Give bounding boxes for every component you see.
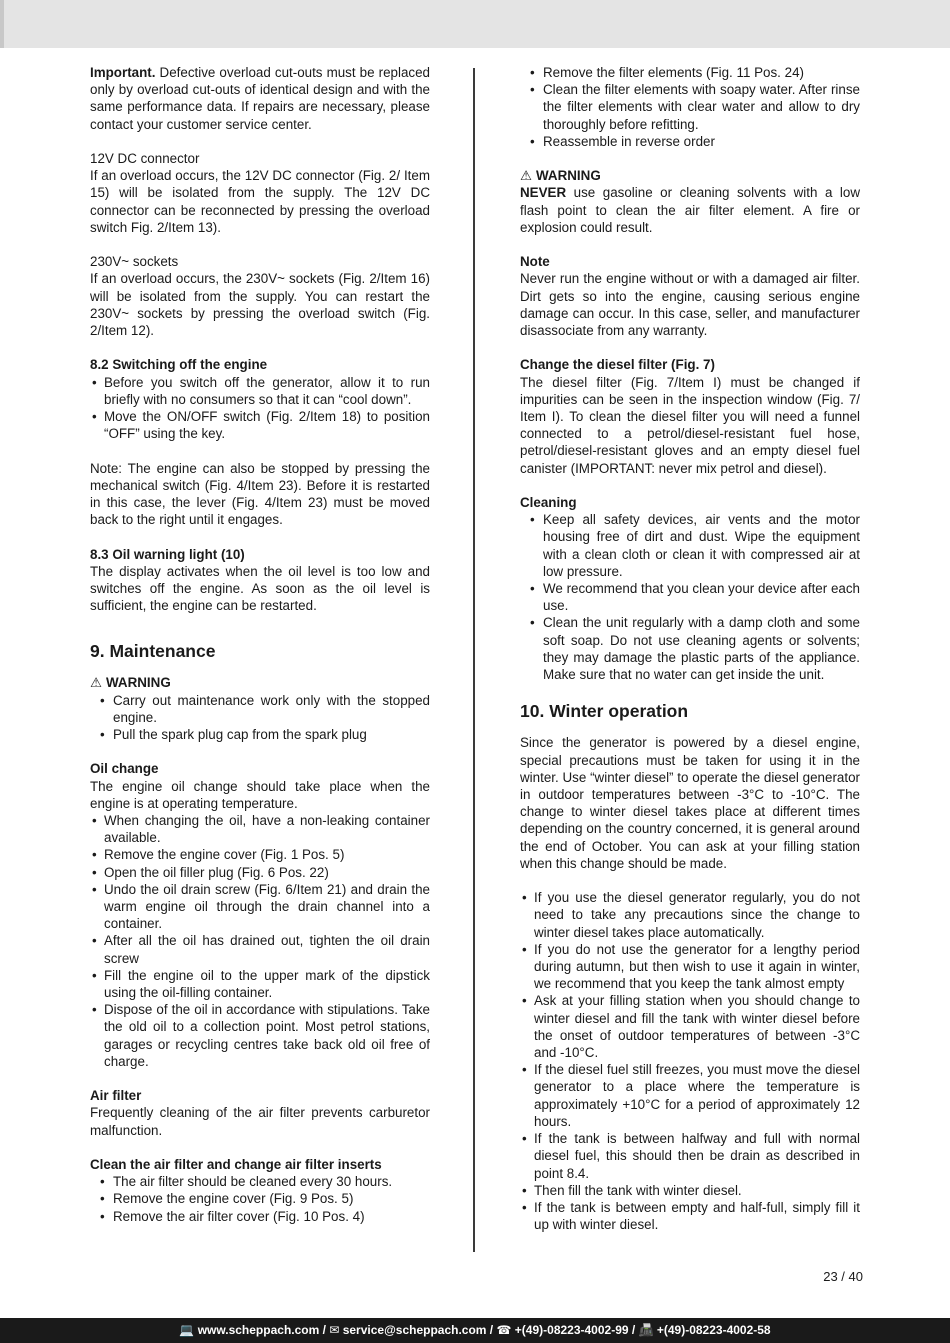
list-item: • When changing the oil, have a non-leaking container available. (90, 812, 430, 846)
note-heading: Note (520, 254, 550, 270)
warning-label: WARNING (536, 168, 601, 184)
list-item: • If you use the diesel generator regularly, you do not need to take any precautions since the change to winter diesel takes place automatically. (520, 889, 860, 941)
winter-operation-list (520, 889, 860, 1233)
section-10-heading: 10. Winter operation (520, 701, 689, 722)
warning-triangle-icon: ⚠ (520, 168, 533, 184)
list-item: • If the tank is between empty and half-full, simply fill it up with winter diesel. (520, 1199, 860, 1233)
oil-warning-text: The display activates when the oil level is too low and switches off the engine. As soon as the oil level is sufficient, the engine can be restarted. (90, 563, 430, 614)
never-label: NEVER (520, 185, 567, 201)
list-item: • Remove the engine cover (Fig. 9 Pos. 5) (90, 1190, 430, 1207)
section-8-2-heading: 8.2 Switching off the engine (90, 357, 268, 373)
warning-text: use gasoline or cleaning solvents with a low flash point to clean the air filter element. A fire or explosion could result. (520, 185, 860, 235)
important-paragraph (90, 64, 430, 133)
dc-connector-text: If an overload occurs, the 12V DC connector (Fig. 2/ Item 15) will be isolated from the supply. The 12V DC connector can be reconnected by pressing the overload switch Fig. 2/Item 13). (90, 168, 430, 235)
footer-fax: +(49)-08223-4002-58 (656, 1323, 771, 1337)
list-item: • Remove the air filter cover (Fig. 10 Pos. 4) (90, 1208, 430, 1225)
list-item: • Pull the spark plug cap from the spark plug (90, 726, 430, 743)
list-item: • After all the oil has drained out, tighten the oil drain screw (90, 932, 430, 966)
clean-air-filter-list (90, 1173, 430, 1225)
list-item: • Then fill the tank with winter diesel. (520, 1182, 860, 1199)
section-8-3-heading: 8.3 Oil warning light (10) (90, 546, 245, 562)
ac-sockets-title: 230V~ sockets (90, 254, 179, 270)
list-item: • Dispose of the oil in accordance with stipulations. Take the old oil to a collection point. Most petrol stations, garages or recycling centres take back old oil free of charge. (90, 1001, 430, 1070)
list-item: • If the diesel fuel still freezes, you must move the diesel generator to a place where the temperature is approximately +10°C for a period of approximately 12 hours. (520, 1061, 860, 1130)
footer-phone: +(49)-08223-4002-99 / (514, 1323, 636, 1337)
note-text: Never run the engine without or with a damaged air filter. Dirt gets so into the engine, causing serious engine damage can occur. In this case, seller, and manufacturer disassociate from any warranty. (520, 271, 860, 339)
list-item: • The air filter should be cleaned every 30 hours. (90, 1173, 430, 1190)
list-item: • Move the ON/OFF switch (Fig. 2/Item 18) to position “OFF” using the key. (90, 408, 430, 442)
air-filter-heading: Air filter (90, 1088, 142, 1104)
cleaning-heading: Cleaning (520, 495, 577, 511)
list-item: • Ask at your filling station when you should change to winter diesel and fill the tank with winter diesel before the onset of outdoor temperatures of between -3°C and -10°C. (520, 992, 860, 1061)
right-column (520, 64, 860, 1233)
oil-change-text: The engine oil change should take place when the engine is at operating temperature. (90, 778, 430, 811)
left-column (90, 64, 430, 1225)
list-item: • Clean the filter elements with soapy water. After rinse the filter elements with clear water and allow to dry thoroughly before refitting. (520, 81, 860, 133)
footer-bar (0, 1318, 950, 1343)
fax-icon: 📠 (638, 1323, 654, 1337)
list-item: • We recommend that you clean your device after each use. (520, 580, 860, 614)
important-text: Defective overload cut-outs must be replaced only by overload cut-outs of identical design and with the same performance data. If repairs are necessary, please contact your customer service center. (90, 65, 430, 132)
list-item: • Reassemble in reverse order (520, 133, 860, 150)
air-filter-steps-list (520, 64, 860, 150)
air-filter-text: Frequently cleaning of the air filter prevents carburetor malfunction. (90, 1105, 430, 1138)
section-9-heading: 9. Maintenance (90, 641, 216, 662)
list-item: • Open the oil filler plug (Fig. 6 Pos. 22) (90, 864, 430, 881)
list-item: • Clean the unit regularly with a damp cloth and some soft soap. Do not use cleaning agents or solvents; they may damage the plastic parts of the appliance. Make sure that no water can get inside the unit. (520, 614, 860, 683)
oil-change-list (90, 812, 430, 1070)
air-filter-warning (520, 167, 860, 184)
air-filter-warning-text (520, 184, 860, 236)
switch-off-list (90, 374, 430, 443)
computer-icon: 💻 (179, 1323, 195, 1337)
list-item: • Before you switch off the generator, allow it to run briefly with no consumers so that it can “cool down”. (90, 374, 430, 408)
page-number: 23 / 40 (823, 1269, 863, 1284)
list-item: • Keep all safety devices, air vents and the motor housing free of dirt and dust. Wipe the equipment with a clean cloth or clean it with compressed air at low pressure. (520, 511, 860, 580)
list-item: • Fill the engine oil to the upper mark of the dipstick using the oil-filling container. (90, 967, 430, 1001)
cleaning-list (520, 511, 860, 683)
maintenance-warning (90, 674, 430, 691)
diesel-filter-text: The diesel filter (Fig. 7/Item I) must be changed if impurities can be seen in the inspection window (Fig. 7/ Item I). To clean the diesel filter you will need a funnel connected to a petrol/diesel-resistant fuel hose, petrol/diesel-resistant gloves and an empty diesel fuel canister (IMPORTANT: never mix petrol and diesel). (520, 374, 860, 476)
list-item: • Remove the engine cover (Fig. 1 Pos. 5) (90, 846, 430, 863)
oil-change-heading: Oil change (90, 761, 159, 777)
header-accent (0, 0, 4, 48)
warning-label: WARNING (106, 675, 171, 691)
footer-email[interactable]: service@scheppach.com / (342, 1323, 494, 1337)
mail-icon: ✉ (329, 1323, 340, 1337)
dc-connector-title: 12V DC connector (90, 151, 200, 166)
list-item: • If the tank is between halfway and full with normal diesel fuel, this should then be drain as described in point 8.4. (520, 1130, 860, 1182)
column-divider (473, 68, 475, 1252)
winter-operation-text: Since the generator is powered by a diesel engine, special precautions must be taken for using it in the winter. Use “winter diesel” to operate the diesel generator in outdoor temperatures between -3°C to -10°C. The change to winter diesel takes place at different times depending on the country concerned, it is general around the end of October. You can ask at your filling station when this change should be made. (520, 735, 860, 871)
footer-website[interactable]: www.scheppach.com / (197, 1323, 326, 1337)
important-label: Important. (90, 65, 156, 80)
list-item: • If you do not use the generator for a lengthy period during autumn, but then wish to use it again in winter, we recommend that you keep the tank almost empty (520, 941, 860, 993)
phone-icon: ☎ (496, 1323, 512, 1337)
maintenance-warning-list (90, 692, 430, 744)
list-item: • Carry out maintenance work only with the stopped engine. (90, 692, 430, 726)
clean-air-filter-heading: Clean the air filter and change air filter inserts (90, 1157, 382, 1173)
list-item: • Undo the oil drain screw (Fig. 6/Item 21) and drain the warm engine oil through the drain channel into a container. (90, 881, 430, 933)
warning-triangle-icon: ⚠ (90, 675, 103, 691)
switch-off-note: Note: The engine can also be stopped by pressing the mechanical switch (Fig. 4/Item 23). Before it is restarted in this case, the lever (Fig. 4/Item 23) must be moved back to the right until it engages. (90, 460, 430, 528)
ac-sockets-text: If an overload occurs, the 230V~ sockets (Fig. 2/Item 16) will be isolated from the supply. You can restart the 230V~ sockets by pressing the overload switch (Fig. 2/Item 12). (90, 271, 430, 339)
list-item: • Remove the filter elements (Fig. 11 Pos. 24) (520, 64, 860, 81)
top-header-bar (0, 0, 950, 48)
diesel-filter-heading: Change the diesel filter (Fig. 7) (520, 357, 715, 373)
